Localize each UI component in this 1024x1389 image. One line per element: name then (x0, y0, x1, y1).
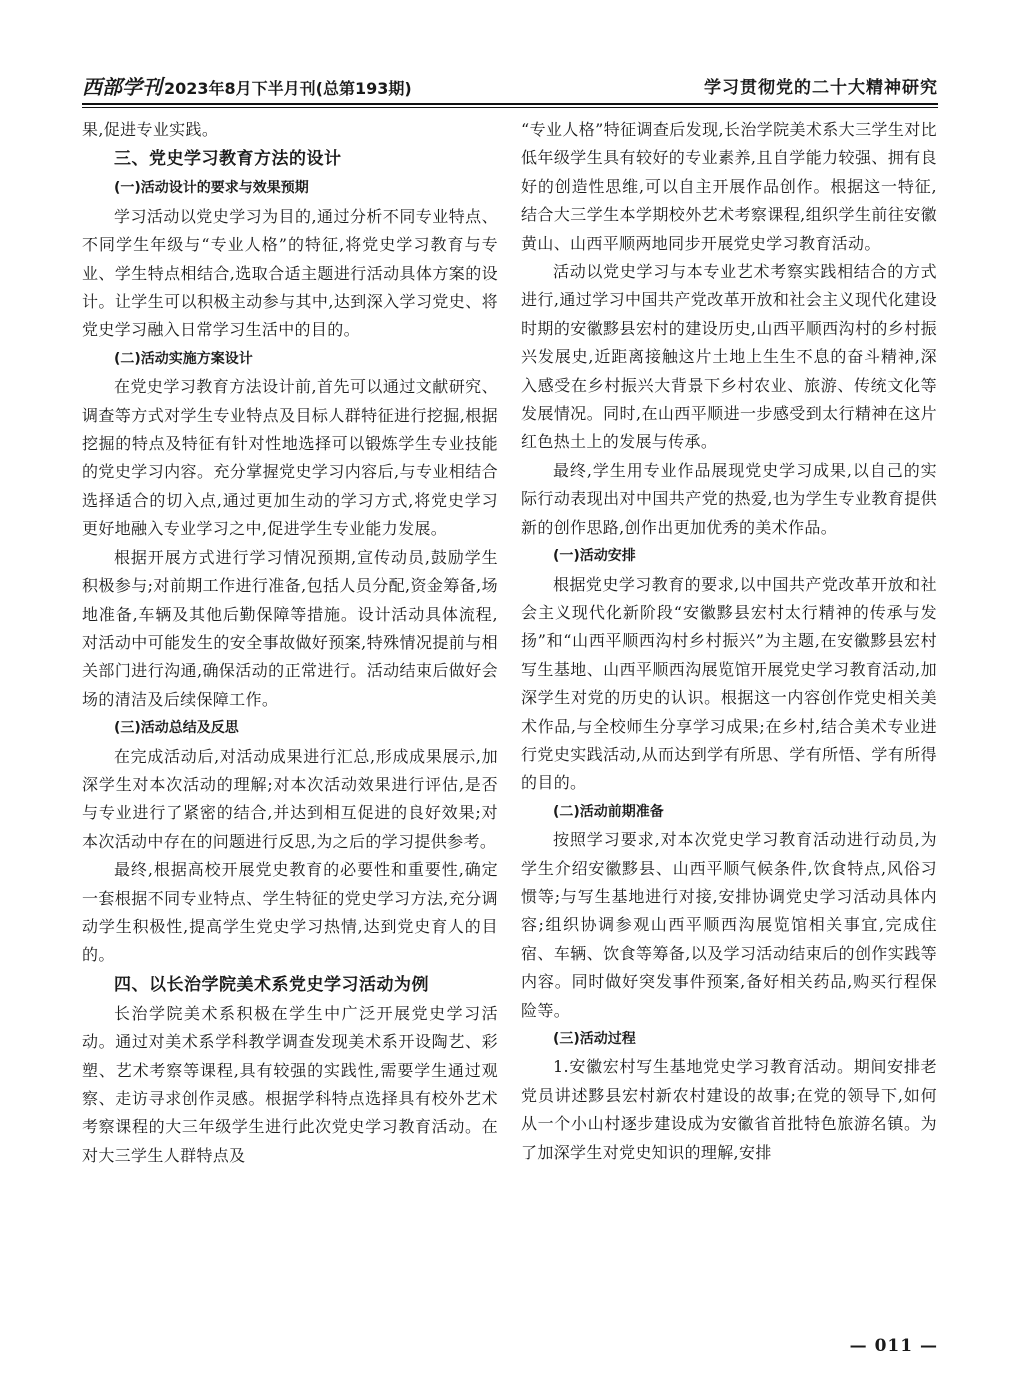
issue-info: 2023年8月下半月刊(总第193期) (164, 78, 412, 98)
section-heading: 三、党史学习教育方法的设计 (114, 149, 342, 170)
page-number: — 011 — (849, 1336, 938, 1356)
body-paragraph: “专业人格”特征调查后发现,长治学院美术系大三学生对比低年级学生具有较好的专业素养,且自学能力较强、拥有良好的创造性思维,可以自主开展作品创作。根据这一特征,结合大三学生本学期校外艺术考察课程,组织学生前往安徽黄山、山西平顺两地同步开展党史学习教育活动。 (521, 120, 937, 253)
left-column (82, 116, 498, 1170)
body-paragraph: 根据开展方式进行学习情况预期,宣传动员,鼓励学生积极参与;对前期工作进行准备,包括人员分配,资金筹备,场地准备,车辆及其他后勤保障等措施。设计活动具体流程,对活动中可能发生的安全事故做好预案,特殊情况提前与相关部门进行沟通,确保活动的正常进行。活动结束后做好会场的清洁及后续保障工作。 (82, 547, 498, 709)
header-rule-thick (82, 103, 938, 105)
body-paragraph: 根据党史学习教育的要求,以中国共产党改革开放和社会主义现代化新阶段“安徽黟县宏村太行精神的传承与发扬”和“山西平顺西沟村乡村振兴”为主题,在安徽黟县宏村写生基地、山西平顺西沟展览馆开展党史学习教育活动,加深学生对党的历史的认识。根据这一内容创作党史相关美术作品,与全校师生分享学习成果;在乡村,结合美术专业进行党史实践活动,从而达到学有所思、学有所悟、学有所得的目的。 (521, 574, 937, 793)
body-paragraph: 果,促进专业实践。 (82, 120, 219, 139)
body-paragraph: 在党史学习教育方法设计前,首先可以通过文献研究、调查等方式对学生专业特点及目标人群特征进行挖掘,根据挖掘的特点及特征有针对性地选择可以锻炼学生专业技能的党史学习内容。充分掌握党史学习内容后,与专业相结合选择适合的切入点,通过更加生动的学习方式,将党史学习更好地融入专业学习之中,促进学生专业能力发展。 (82, 377, 498, 539)
subsection-heading: (三)活动过程 (553, 1031, 636, 1047)
body-paragraph: 1.安徽宏村写生基地党史学习教育活动。期间安排老党员讲述黟县宏村新农村建设的故事;在党的领导下,如何从一个小山村逐步建设成为安徽省首批特色旅游名镇。为了加深学生对党史知识的理解,安排 (521, 1057, 937, 1162)
subsection-heading: (一)活动设计的要求与效果预期 (114, 180, 309, 197)
subsection-heading: (一)活动安排 (553, 548, 636, 565)
body-paragraph: 最终,学生用专业作品展现党史学习成果,以自己的实际行动表现出对中国共产党的热爱,也为学生专业教育提供新的创作思路,创作出更加优秀的美术作品。 (521, 460, 937, 537)
body-paragraph: 在完成活动后,对活动成果进行汇总,形成成果展示,加深学生对本次活动的理解;对本次活动效果进行评估,是否与专业进行了紧密的结合,并达到相互促进的良好效果;对本次活动中存在的问题进行反思,为之后的学习提供参考。 (82, 746, 498, 851)
running-header (82, 68, 938, 102)
body-paragraph: 长治学院美术系积极在学生中广泛开展党史学习活动。通过对美术系学科教学调查发现美术系开设陶艺、彩塑、艺术考察等课程,具有较强的实践性,需要学生通过观察、走访寻求创作灵感。根据学科特点选择具有校外艺术考察课程的大三年级学生进行此次党史学习教育活动。在对大三学生人群特点及 (82, 1003, 498, 1165)
section-title: 学习贯彻党的二十大精神研究 (704, 77, 938, 98)
journal-logo: 西部学刊 (82, 74, 162, 99)
header-left (82, 71, 412, 100)
right-column (521, 116, 937, 1167)
header-rule-thin (82, 107, 938, 108)
body-paragraph: 最终,根据高校开展党史教育的必要性和重要性,确定一套根据不同专业特点、学生特征的党史学习方法,充分调动学生积极性,提高学生党史学习热情,达到党史育人的目的。 (82, 860, 498, 965)
body-paragraph: 学习活动以党史学习为目的,通过分析不同专业特点、不同学生年级与“专业人格”的特征,将党史学习教育与专业、学生特点相结合,选取合适主题进行活动具体方案的设计。让学生可以积极主动参与其中,达到深入学习党史、将党史学习融入日常学习生活中的目的。 (82, 206, 498, 340)
section-heading: 四、以长治学院美术系党史学习活动为例 (114, 974, 429, 995)
subsection-heading: (二)活动前期准备 (553, 803, 664, 820)
body-paragraph: 活动以党史学习与本专业艺术考察实践相结合的方式进行,通过学习中国共产党改革开放和社会主义现代化建设时期的安徽黟县宏村的建设历史,山西平顺西沟村的乡村振兴发展史,近距离接触这片土地上生生不息的奋斗精神,深入感受在乡村振兴大背景下乡村农业、旅游、传统文化等发展情况。同时,在山西平顺进一步感受到太行精神在这片红色热土上的发展与传承。 (521, 262, 937, 452)
body-paragraph: 按照学习要求,对本次党史学习教育活动进行动员,为学生介绍安徽黟县、山西平顺气候条件,饮食特点,风俗习惯等;与写生基地进行对接,安排协调党史学习活动具体内容;组织协调参观山西平顺西沟展览馆相关事宜,完成住宿、车辆、饮食等筹备,以及学习活动结束后的创作实践等内容。同时做好突发事件预案,备好相关药品,购买行程保险等。 (521, 830, 937, 1020)
subsection-heading: (三)活动总结及反思 (114, 720, 239, 737)
subsection-heading: (二)活动实施方案设计 (114, 350, 253, 367)
